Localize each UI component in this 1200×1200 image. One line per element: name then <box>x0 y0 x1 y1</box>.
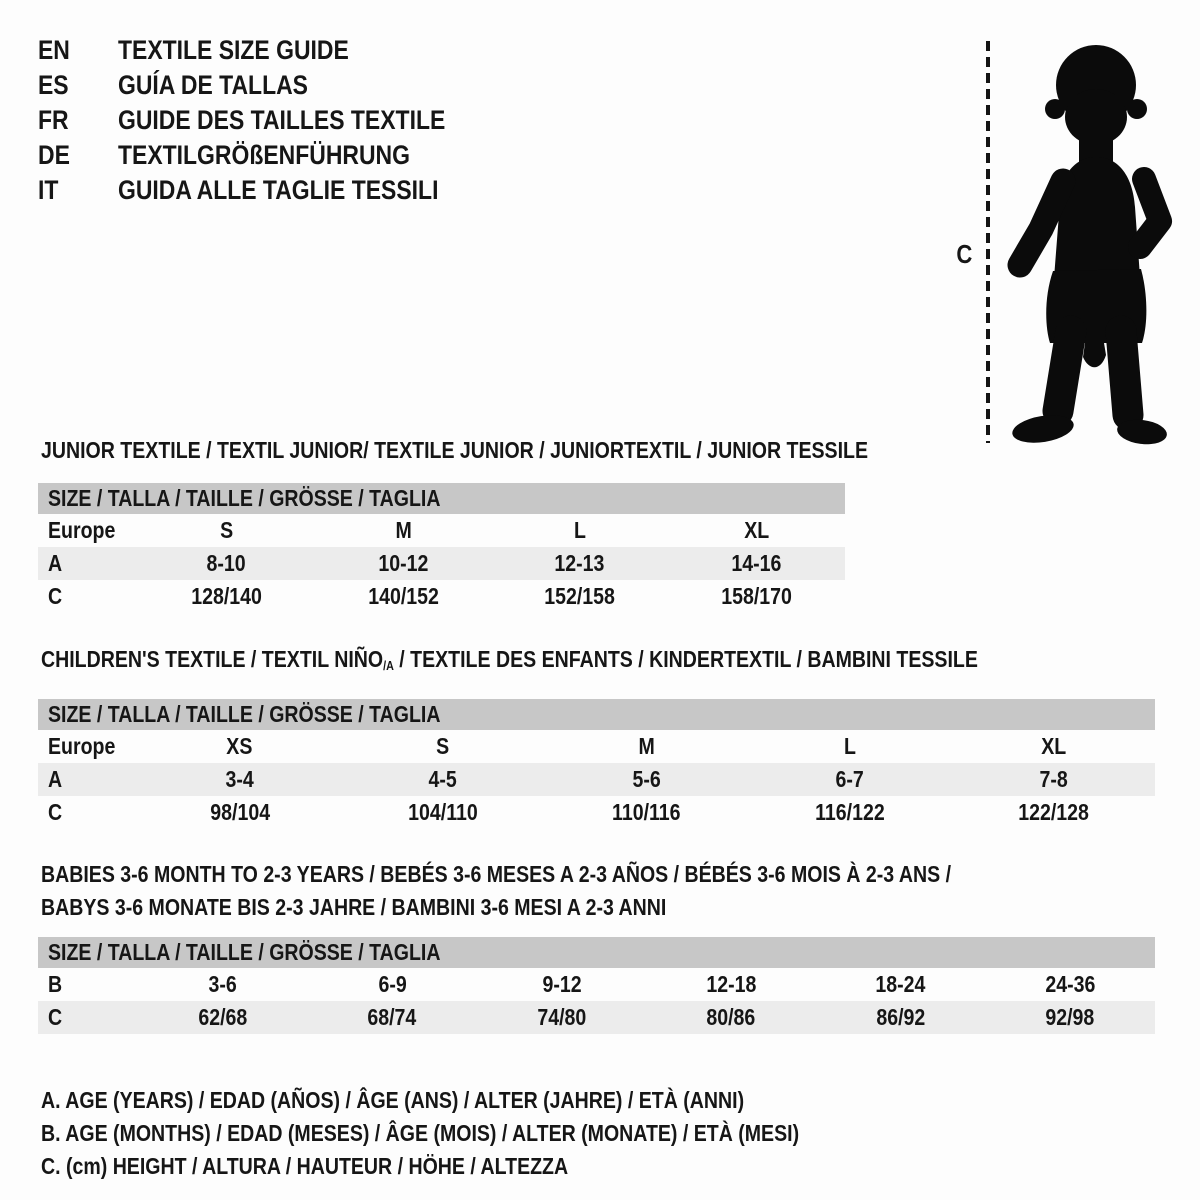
height-value: 92/98 <box>1045 1003 1095 1030</box>
row-label: Europe <box>48 732 116 759</box>
legend-height-cm: C. (cm) HEIGHT / ALTURA / HAUTEUR / HÖHE / ALTEZZA <box>41 1152 569 1179</box>
guide-title-fr: GUIDE DES TAILLES TEXTILE <box>118 105 446 135</box>
age-months-value: 9-12 <box>542 970 582 997</box>
height-value: 116/122 <box>815 798 885 825</box>
guide-title-de: TEXTILGRÖßENFÜHRUNG <box>118 140 410 170</box>
age-value: 4-5 <box>428 765 458 792</box>
height-value: 152/158 <box>544 583 616 609</box>
nino-a-subscript: /A <box>383 658 394 673</box>
age-months-value: 24-36 <box>1045 970 1096 997</box>
age-value: 12-13 <box>554 550 605 576</box>
age-months-value: 3-6 <box>208 970 237 997</box>
table-row <box>38 547 845 580</box>
age-months-value: 18-24 <box>875 970 926 997</box>
age-months-value: 12-18 <box>706 970 757 997</box>
age-value: 10-12 <box>378 550 429 576</box>
height-dashed-line <box>986 41 990 443</box>
age-value: 7-8 <box>1039 765 1068 792</box>
table-row <box>38 730 1155 763</box>
size-value: XL <box>744 517 770 543</box>
size-value: S <box>436 732 450 759</box>
language-code: IT <box>38 175 59 205</box>
age-value: 3-4 <box>225 765 254 792</box>
row-label: C <box>48 1003 63 1030</box>
table-row <box>38 514 845 547</box>
height-value: 158/170 <box>721 583 792 609</box>
header-section <box>38 25 1158 430</box>
age-months-value: 6-9 <box>378 970 407 997</box>
guide-title-en: TEXTILE SIZE GUIDE <box>118 35 349 65</box>
children-table <box>38 699 1155 829</box>
size-header-bar: SIZE / TALLA / TAILLE / GRÖSSE / TAGLIA <box>38 699 1155 730</box>
height-value: 86/92 <box>876 1003 926 1030</box>
row-label: B <box>48 970 63 997</box>
size-value: M <box>638 732 655 759</box>
size-value: XL <box>1040 732 1066 759</box>
babies-table-title-line2: BABYS 3-6 MONATE BIS 2-3 JAHRE / BAMBINI 3-6 MESI A 2-3 ANNI <box>41 893 667 920</box>
size-value: XS <box>226 732 253 759</box>
height-value: 74/80 <box>537 1003 587 1030</box>
guide-title-it: GUIDA ALLE TAGLIE TESSILI <box>118 175 439 205</box>
table-row <box>38 763 1155 796</box>
table-row <box>38 968 1155 1001</box>
age-value: 8-10 <box>206 550 246 576</box>
size-value: L <box>573 517 586 543</box>
age-value: 5-6 <box>632 765 661 792</box>
size-value: L <box>843 732 856 759</box>
height-value: 110/116 <box>612 798 681 825</box>
size-header-bar: SIZE / TALLA / TAILLE / GRÖSSE / TAGLIA <box>38 483 845 514</box>
height-value: 104/110 <box>408 798 478 825</box>
row-label: C <box>48 798 63 825</box>
height-value: 80/86 <box>706 1003 756 1030</box>
baby-silhouette-icon <box>1001 39 1183 445</box>
legend-age-years: A. AGE (YEARS) / EDAD (AÑOS) / ÂGE (ANS) / ALTER (JAHRE) / ETÀ (ANNI) <box>41 1086 745 1113</box>
junior-table-title: JUNIOR TEXTILE / TEXTIL JUNIOR/ TEXTILE JUNIOR / JUNIORTEXTIL / JUNIOR TESSILE <box>41 437 869 463</box>
height-value: 62/68 <box>198 1003 248 1030</box>
babies-table-title-line1: BABIES 3-6 MONTH TO 2-3 YEARS / BEBÉS 3-6 MESES A 2-3 AÑOS / BÉBÉS 3-6 MOIS À 2-3 ANS / <box>41 860 952 887</box>
height-measure-label: C <box>956 239 973 269</box>
junior-table <box>38 483 845 613</box>
age-value: 14-16 <box>731 550 782 576</box>
age-value: 6-7 <box>835 765 865 792</box>
row-label: C <box>48 583 63 609</box>
row-label: A <box>48 550 63 576</box>
size-header-bar: SIZE / TALLA / TAILLE / GRÖSSE / TAGLIA <box>38 937 1155 968</box>
height-value: 68/74 <box>367 1003 417 1030</box>
table-row <box>38 1001 1155 1034</box>
baby-height-figure <box>953 39 1183 445</box>
size-value: M <box>394 517 412 543</box>
table-row <box>38 580 845 613</box>
height-value: 128/140 <box>191 583 262 609</box>
language-code: EN <box>38 35 70 65</box>
babies-table <box>38 937 1155 1034</box>
language-code: ES <box>38 70 69 100</box>
legend-age-months: B. AGE (MONTHS) / EDAD (MESES) / ÂGE (MOIS) / ALTER (MONATE) / ETÀ (MESI) <box>41 1119 800 1146</box>
row-label: A <box>48 765 63 792</box>
row-label: Europe <box>48 517 116 543</box>
height-value: 122/128 <box>1017 798 1089 825</box>
size-value: S <box>219 517 233 543</box>
measurement-legend <box>38 1084 1158 1183</box>
language-code: FR <box>38 105 69 135</box>
height-value: 140/152 <box>367 583 439 609</box>
table-row <box>38 796 1155 829</box>
height-value: 98/104 <box>209 798 270 825</box>
children-table-title: CHILDREN'S TEXTILE / TEXTIL $NIÑO_{/A}$ / TEXTILE DES ENFANTS / KINDERTEXTIL / BAMBINI TESSILE <box>41 646 978 673</box>
language-code: DE <box>38 140 70 170</box>
childrens-textile-section <box>38 645 1158 829</box>
babies-textile-section <box>38 858 1158 1034</box>
junior-textile-section <box>38 436 1158 613</box>
guide-title-es: GUÍA DE TALLAS <box>118 70 308 100</box>
